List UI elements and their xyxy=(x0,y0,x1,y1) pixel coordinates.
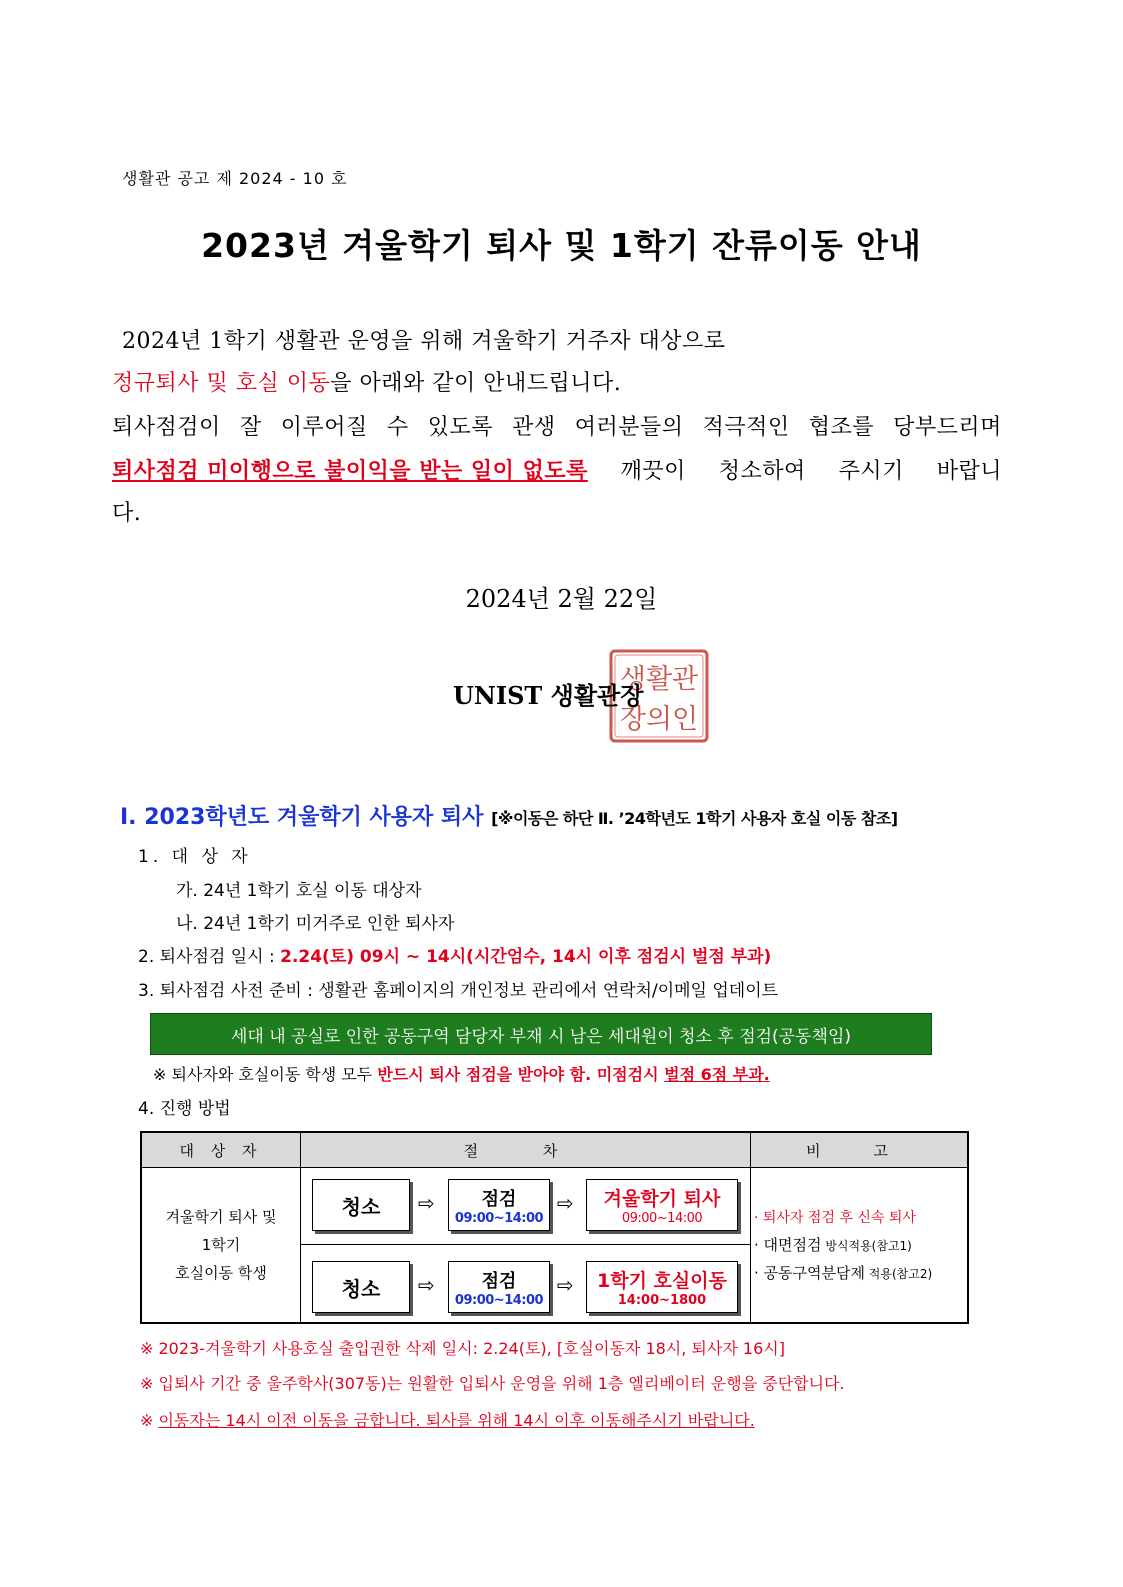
intro-word: 청소하여 xyxy=(718,459,806,484)
right-arrow-icon: ⇨ xyxy=(557,1191,574,1215)
item-1b: 나. 24년 1학기 미거주로 인한 퇴사자 xyxy=(176,914,455,934)
section-1-note: [※이동은 하단 Ⅱ. ’24학년도 1학기 사용자 호실 이동 참조] xyxy=(491,809,898,828)
step-room-move-box xyxy=(586,1261,738,1313)
step-inspect-time: 09:00~14:00 xyxy=(454,1292,544,1308)
remark-item: · 퇴사자 점검 후 신속 퇴사 xyxy=(754,1210,916,1226)
step-checkout-label: 겨울학기 퇴사 xyxy=(603,1188,721,1210)
table-header-target: 대 상 자 xyxy=(142,1133,300,1168)
warning-prefix: ※ 퇴사자와 호실이동 학생 모두 xyxy=(153,1065,378,1084)
target-line: 호실이동 학생 xyxy=(175,1263,267,1282)
intro-word: 퇴사점검이 xyxy=(112,415,221,440)
step-room-move-time: 14:00~1800 xyxy=(617,1293,707,1308)
intro-line-2-emphasis: 정규퇴사 및 호실 이동 xyxy=(112,371,331,396)
intro-word: 관생 xyxy=(512,415,556,440)
section-1-heading xyxy=(120,800,898,831)
intro-word: 여러분들의 xyxy=(574,415,684,440)
intro-line-1: 2024년 1학기 생활관 운영을 위해 겨울학기 거주자 대상으로 xyxy=(122,329,726,354)
intro-word: 잘 xyxy=(239,415,262,440)
intro-line-4-emphasis: 퇴사점검 미이행으로 불이익을 받는 일이 없도록 xyxy=(112,458,588,484)
intro-word: 바랍니 xyxy=(936,459,1002,484)
intro-word: 당부드리며 xyxy=(893,415,1002,440)
step-clean-box xyxy=(312,1261,410,1313)
seal-text-top: 생활관 xyxy=(619,664,699,695)
signer-name: UNIST 생활관장 xyxy=(453,681,644,710)
right-arrow-icon: ⇨ xyxy=(418,1273,435,1297)
footnote-elevator: ※ 입퇴사 기간 중 울주학사(307동)는 원활한 입퇴사 운영을 위해 1층 엘리베이터 운행을 중단합니다. xyxy=(140,1374,845,1393)
step-room-move-label: 1학기 호실이동 xyxy=(597,1270,727,1292)
step-clean-label: 청소 xyxy=(341,1276,381,1301)
warning-penalty: 벌점 6점 부과. xyxy=(664,1065,770,1084)
remark-item: · 대면점검 방식적용(참고1) xyxy=(754,1236,912,1254)
intro-word: 깨끗이 xyxy=(620,459,686,484)
section-1-title: Ⅰ. 2023학년도 겨울학기 사용자 퇴사 xyxy=(120,805,484,830)
right-arrow-icon: ⇨ xyxy=(557,1273,574,1297)
step-inspect-label: 점검 xyxy=(481,1270,517,1292)
item-2-label: 2. 퇴사점검 일시 : xyxy=(138,947,281,967)
step-clean-box xyxy=(312,1179,410,1231)
intro-word: 주시기 xyxy=(838,459,904,484)
intro-line-5: 다. xyxy=(112,501,142,526)
item-4-procedure: 4. 진행 방법 xyxy=(138,1099,231,1119)
intro-word: 있도록 xyxy=(427,415,494,440)
target-line: 겨울학기 퇴사 및 xyxy=(165,1207,277,1226)
item-1-target: 1. 대 상 자 xyxy=(138,847,252,867)
item-2-value: 2.24(토) 09시 ~ 14시(시간엄수, 14시 이후 점검시 벌점 부과) xyxy=(280,947,772,967)
intro-word: 수 xyxy=(386,415,409,440)
notice-date: 2024년 2월 22일 xyxy=(465,585,658,613)
intro-line-2 xyxy=(112,366,621,397)
right-arrow-icon: ⇨ xyxy=(418,1191,435,1215)
warning-red: 반드시 퇴사 점검을 받아야 함. 미점검시 xyxy=(377,1065,665,1084)
remark-item: · 공동구역분담제 적용(참고2) xyxy=(754,1264,933,1282)
table-header-remarks: 비 고 xyxy=(751,1133,967,1168)
step-checkout-time: 09:00~14:00 xyxy=(621,1211,703,1226)
item-1a: 가. 24년 1학기 호실 이동 대상자 xyxy=(176,881,422,901)
shared-responsibility-banner: 세대 내 공실로 인한 공동구역 담당자 부재 시 남은 세대원이 청소 후 점검(공동책임) xyxy=(150,1013,932,1055)
procedure-table xyxy=(140,1131,969,1324)
intro-line-4 xyxy=(112,454,1002,485)
footnote-access-removal: ※ 2023-겨울학기 사용호실 출입권한 삭제 일시: 2.24(토), [호실이동자 18시, 퇴사자 16시] xyxy=(140,1339,785,1358)
step-clean-label: 청소 xyxy=(341,1194,381,1219)
step-inspect-label: 점검 xyxy=(481,1188,517,1210)
seal-text-bottom: 장의인 xyxy=(619,704,699,735)
table-target-cell xyxy=(142,1167,300,1322)
target-line: 1학기 xyxy=(201,1235,241,1254)
footnote-move-time: ※ 이동자는 14시 이전 이동을 금합니다. 퇴사를 위해 14시 이후 이동해주시기 바랍니다. xyxy=(140,1411,755,1430)
item-3-preparation: 3. 퇴사점검 사전 준비 : 생활관 홈페이지의 개인정보 관리에서 연락처/이메일 업데이트 xyxy=(138,981,779,1001)
intro-line-2-rest: 을 아래와 같이 안내드립니다. xyxy=(330,371,622,396)
page-title: 2023년 겨울학기 퇴사 및 1학기 잔류이동 안내 xyxy=(201,226,922,265)
step-checkout-box xyxy=(586,1179,738,1231)
step-inspect-box xyxy=(448,1179,550,1231)
step-inspect-time: 09:00~14:00 xyxy=(454,1210,544,1226)
intro-word: 협조를 xyxy=(808,415,875,440)
table-remarks-cell xyxy=(754,1205,932,1288)
item-2-schedule xyxy=(138,942,771,967)
table-header-procedure: 절 차 xyxy=(301,1133,750,1168)
step-inspect-box xyxy=(448,1261,550,1313)
notice-number: 생활관 공고 제 2024 - 10 호 xyxy=(122,169,348,188)
intro-word: 적극적인 xyxy=(702,415,790,440)
intro-word: 이루어질 xyxy=(280,415,368,440)
inspection-warning xyxy=(153,1062,770,1085)
intro-line-3 xyxy=(112,410,1002,441)
